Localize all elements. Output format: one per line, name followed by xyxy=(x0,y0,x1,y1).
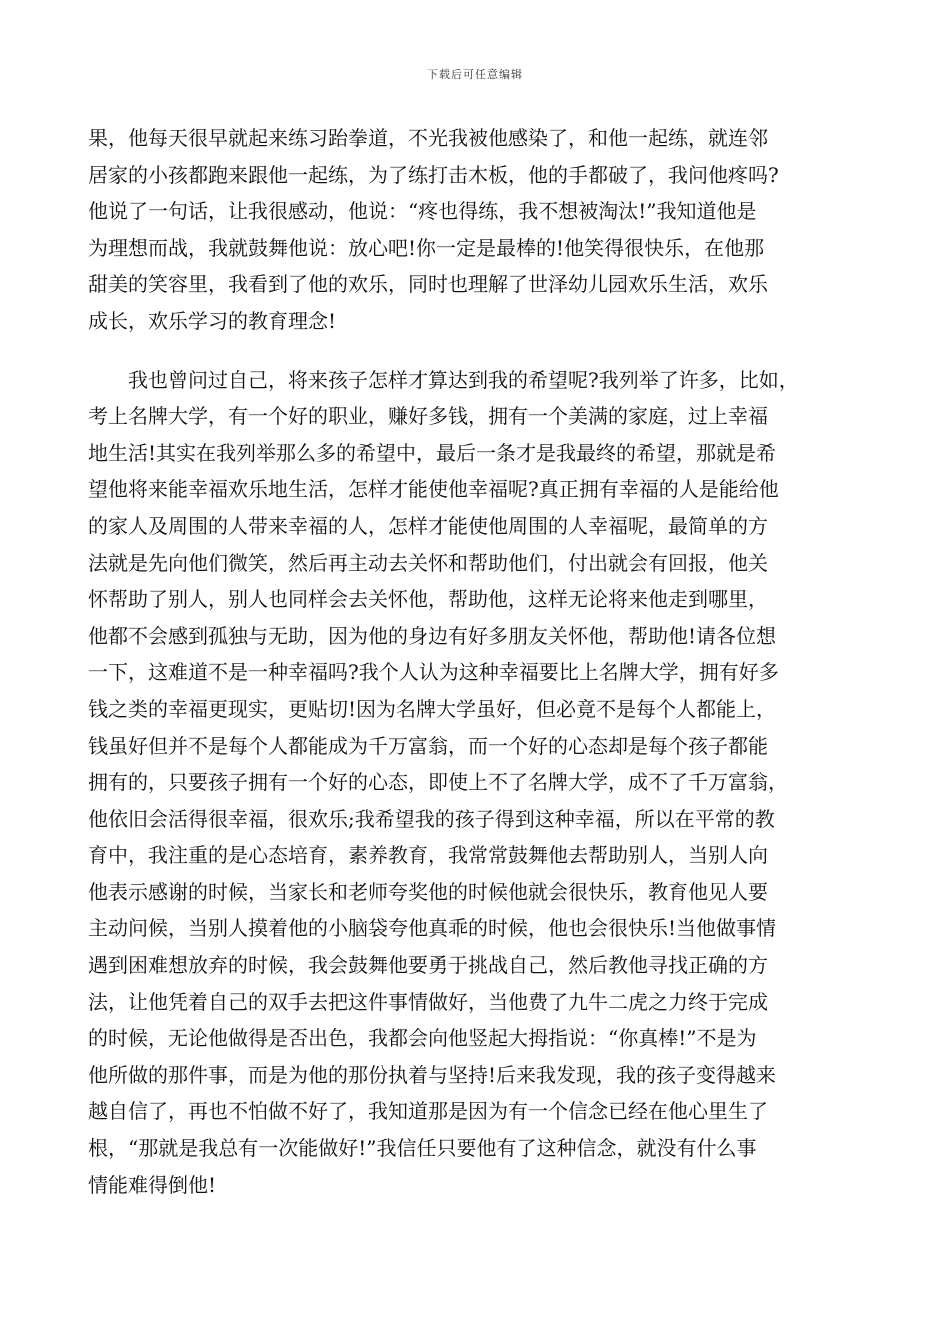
text-line: 越自信了，再也不怕做不好了，我知道那是因为有一个信念已经在他心里生了 xyxy=(88,1099,768,1124)
text-line: 的时候，无论他做得是否出色，我都会向他竖起大拇指说：“你真棒!”不是为 xyxy=(88,1026,757,1051)
text-line: 育中，我注重的是心态培育，素养教育，我常常鼓舞他去帮助别人，当别人向 xyxy=(88,843,768,868)
text-line: 甜美的笑容里，我看到了他的欢乐，同时也理解了世泽幼儿园欢乐生活，欢乐 xyxy=(88,272,768,297)
document-body xyxy=(88,120,888,1203)
paragraph-1 xyxy=(88,120,888,340)
text-line: 望他将来能幸福欢乐地生活，怎样才能使他幸福呢?真正拥有幸福的人是能给他 xyxy=(88,477,779,502)
text-line: 情能难得倒他! xyxy=(88,1172,217,1197)
text-line: 他依旧会活得很幸福，很欢乐;我希望我的孩子得到这种幸福，所以在平常的教 xyxy=(88,806,775,831)
text-line: 居家的小孩都跑来跟他一起练，为了练打击木板，他的手都破了，我问他疼吗? xyxy=(88,162,779,187)
text-line: 我也曾问过自己，将来孩子怎样才算达到我的希望呢?我列举了许多，比如， xyxy=(88,367,799,392)
text-line: 地生活!其实在我列举那么多的希望中，最后一条才是我最终的希望，那就是希 xyxy=(88,440,777,465)
text-line: 他都不会感到孤独与无助，因为他的身边有好多朋友关怀他，帮助他!请各位想 xyxy=(88,623,777,648)
text-line: 他所做的那件事，而是为他的那份执着与坚持!后来我发现，我的孩子变得越来 xyxy=(88,1062,777,1087)
text-line: 钱虽好但并不是每个人都能成为千万富翁，而一个好的心态却是每个孩子都能 xyxy=(88,733,768,758)
text-line: 钱之类的幸福更现实，更贴切!因为名牌大学虽好，但必竟不是每个人都能上， xyxy=(88,696,777,721)
text-line: 他表示感谢的时候，当家长和老师夸奖他的时候他就会很快乐，教育他见人要 xyxy=(88,879,768,904)
text-line: 成长，欢乐学习的教育理念! xyxy=(88,308,337,333)
paragraph-2 xyxy=(88,362,888,1204)
text-line: 果，他每天很早就起来练习跆拳道，不光我被他感染了，和他一起练，就连邻 xyxy=(88,126,768,150)
text-line: 根，“那就是我总有一次能做好!”我信任只要他有了这种信念，就没有什么事 xyxy=(88,1136,757,1161)
text-line: 主动问候，当别人摸着他的小脑袋夸他真乖的时候，他也会很快乐!当他做事情 xyxy=(88,916,777,941)
text-line: 为理想而战，我就鼓舞他说：放心吧!你一定是最棒的!他笑得很快乐，在他那 xyxy=(88,235,765,260)
text-line: 怀帮助了别人，别人也同样会去关怀他，帮助他，这样无论将来他走到哪里， xyxy=(88,587,768,612)
text-line: 法就是先向他们微笑，然后再主动去关怀和帮助他们，付出就会有回报，他关 xyxy=(88,550,768,575)
text-line: 一下，这难道不是一种幸福吗?我个人认为这种幸福要比上名牌大学，拥有好多 xyxy=(88,660,779,685)
text-line: 的家人及周围的人带来幸福的人，怎样才能使他周围的人幸福呢，最简单的方 xyxy=(88,513,768,538)
text-line: 拥有的，只要孩子拥有一个好的心态，即使上不了名牌大学，成不了千万富翁， xyxy=(88,770,788,795)
page-header: 下载后可任意编辑 xyxy=(427,68,523,81)
text-line: 他说了一句话，让我很感动，他说：“疼也得练，我不想被淘汰!”我知道他是 xyxy=(88,199,757,224)
text-line: 考上名牌大学，有一个好的职业，赚好多钱，拥有一个美满的家庭，过上幸福 xyxy=(88,404,768,429)
text-line: 遇到困难想放弃的时候，我会鼓舞他要勇于挑战自己，然后教他寻找正确的方 xyxy=(88,953,768,978)
text-line: 法，让他凭着自己的双手去把这件事情做好，当他费了九牛二虎之力终于完成 xyxy=(88,989,768,1014)
